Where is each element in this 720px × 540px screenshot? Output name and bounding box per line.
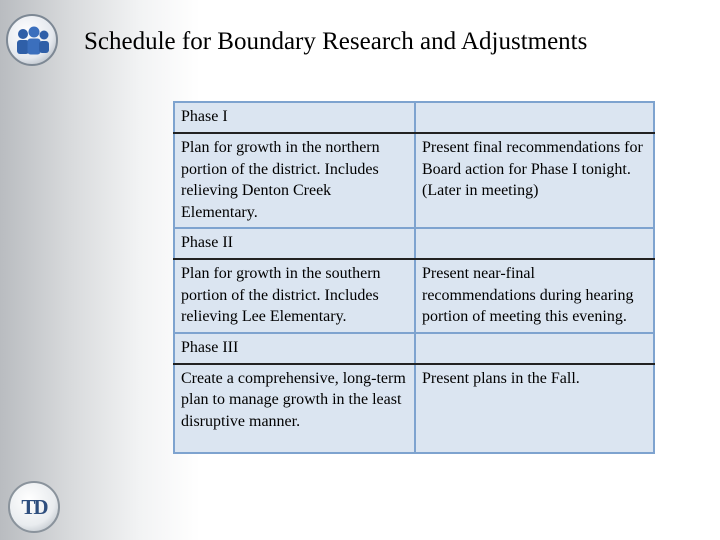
phase-detail-row <box>174 364 654 454</box>
district-logo-icon <box>6 14 58 66</box>
page-title: Schedule for Boundary Research and Adjustments <box>84 28 588 55</box>
phase-label: Phase I <box>174 102 415 133</box>
td-logo-icon <box>8 481 60 533</box>
phase-description: Plan for growth in the southern portion of the district. Includes relieving Lee Elementary. <box>174 259 415 333</box>
phase-label-spacer <box>415 333 654 364</box>
phase-description: Plan for growth in the northern portion of the district. Includes relieving Denton Creek Elementary. <box>174 133 415 228</box>
phase-header-row <box>174 228 654 259</box>
phase-action: Present final recommendations for Board action for Phase I tonight. (Later in meeting) <box>415 133 654 228</box>
td-logo-text: TD <box>21 495 47 519</box>
phase-label-spacer <box>415 102 654 133</box>
phase-action: Present near-final recommendations during hearing portion of meeting this evening. <box>415 259 654 333</box>
phase-detail-row <box>174 259 654 333</box>
phase-description: Create a comprehensive, long-term plan to manage growth in the least disruptive manner. <box>174 364 415 454</box>
phase-header-row <box>174 102 654 133</box>
side-gradient <box>0 0 200 540</box>
phase-action: Present plans in the Fall. <box>415 364 654 454</box>
phase-label: Phase II <box>174 228 415 259</box>
phase-detail-row <box>174 133 654 228</box>
phase-label: Phase III <box>174 333 415 364</box>
phase-header-row <box>174 333 654 364</box>
schedule-table <box>173 101 655 454</box>
phase-label-spacer <box>415 228 654 259</box>
